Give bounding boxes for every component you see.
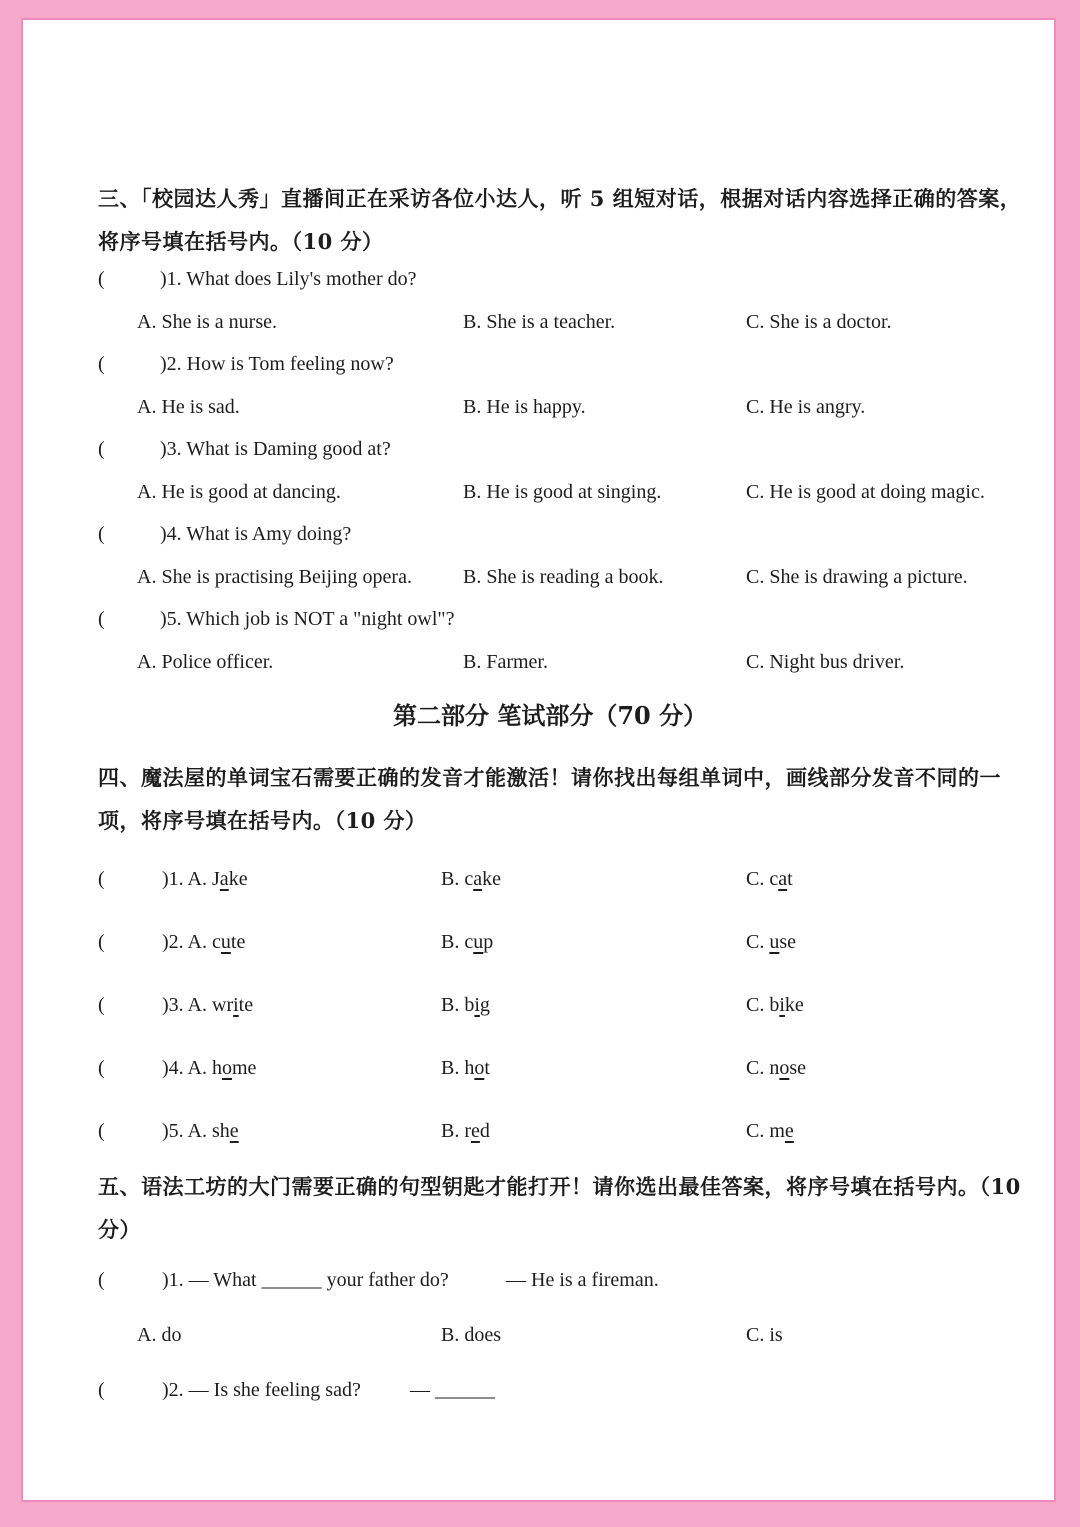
question-text: )4. What is Amy doing? — [160, 523, 352, 545]
answer-bracket[interactable]: ( — [98, 868, 105, 890]
answer-bracket[interactable]: ( — [98, 268, 105, 290]
option-a: A. He is good at dancing. — [137, 481, 341, 503]
answer-bracket[interactable]: ( — [98, 1057, 105, 1079]
option-a: A. She is a nurse. — [137, 311, 277, 333]
section3-heading-line2: 将序号填在括号内。（10 分） — [98, 229, 384, 254]
option-b-word: B. cup — [441, 931, 494, 953]
option-b-word: B. red — [441, 1120, 490, 1142]
option-a-word: )3. A. write — [162, 994, 254, 1016]
section5-heading-line2: 分） — [98, 1217, 141, 1242]
option-a: A. She is practising Beijing opera. — [137, 566, 412, 588]
option-b-word: B. hot — [441, 1057, 490, 1079]
answer-bracket[interactable]: ( — [98, 931, 105, 953]
option-b-word: B. cake — [441, 868, 501, 890]
question-text: )1. — What ______ your father do? — [162, 1269, 449, 1291]
option-c-word: C. cat — [746, 868, 793, 890]
answer-bracket[interactable]: ( — [98, 608, 105, 630]
question-text: )1. What does Lily's mother do? — [160, 268, 417, 290]
option-a-word: )5. A. she — [162, 1120, 239, 1142]
option-c-word: C. nose — [746, 1057, 807, 1079]
option-a-word: )1. A. Jake — [162, 868, 248, 890]
option-a: A. do — [137, 1324, 182, 1346]
option-b: B. She is a teacher. — [463, 311, 616, 333]
option-c-word: C. bike — [746, 994, 804, 1016]
option-b-word: B. big — [441, 994, 490, 1016]
part2-title: 第二部分 笔试部分（70 分） — [393, 701, 708, 730]
option-b: B. She is reading a book. — [463, 566, 664, 588]
option-c-word: C. me — [746, 1120, 794, 1142]
answer-bracket[interactable]: ( — [98, 438, 105, 460]
option-b: B. Farmer. — [463, 651, 548, 673]
answer-bracket[interactable]: ( — [98, 1379, 105, 1401]
section4-heading-line2: 项，将序号填在括号内。（10 分） — [98, 808, 427, 833]
option-a: A. Police officer. — [137, 651, 274, 673]
option-c: C. Night bus driver. — [746, 651, 905, 673]
option-b: B. He is happy. — [463, 396, 586, 418]
answer-bracket[interactable]: ( — [98, 994, 105, 1016]
section5-heading-line1: 五、语法工坊的大门需要正确的句型钥匙才能打开！请你选出最佳答案，将序号填在括号内。（10 — [98, 1174, 1021, 1199]
option-c: C. is — [746, 1324, 783, 1346]
option-b: B. He is good at singing. — [463, 481, 662, 503]
question-text: )2. How is Tom feeling now? — [160, 353, 394, 375]
answer-bracket[interactable]: ( — [98, 523, 105, 545]
section4-heading-line1: 四、魔法屋的单词宝石需要正确的发音才能激活！请你找出每组单词中，画线部分发音不同的一 — [98, 765, 1001, 790]
option-a-word: )4. A. home — [162, 1057, 257, 1079]
question-answer: — ______ — [410, 1379, 495, 1401]
option-c-word: C. use — [746, 931, 797, 953]
answer-bracket[interactable]: ( — [98, 1269, 105, 1291]
option-c: C. She is drawing a picture. — [746, 566, 968, 588]
question-answer: — He is a fireman. — [506, 1269, 659, 1291]
option-c: C. He is angry. — [746, 396, 866, 418]
option-c: C. He is good at doing magic. — [746, 481, 985, 503]
option-b: B. does — [441, 1324, 501, 1346]
answer-bracket[interactable]: ( — [98, 353, 105, 375]
question-text: )2. — Is she feeling sad? — [162, 1379, 361, 1401]
question-text: )3. What is Daming good at? — [160, 438, 391, 460]
question-text: )5. Which job is NOT a "night owl"? — [160, 608, 455, 630]
answer-bracket[interactable]: ( — [98, 1120, 105, 1142]
option-a: A. He is sad. — [137, 396, 240, 418]
section3-heading-line1: 三、「校园达人秀」直播间正在采访各位小达人，听 5 组短对话，根据对话内容选择正确的答案， — [98, 186, 1022, 211]
option-a-word: )2. A. cute — [162, 931, 246, 953]
option-c: C. She is a doctor. — [746, 311, 892, 333]
